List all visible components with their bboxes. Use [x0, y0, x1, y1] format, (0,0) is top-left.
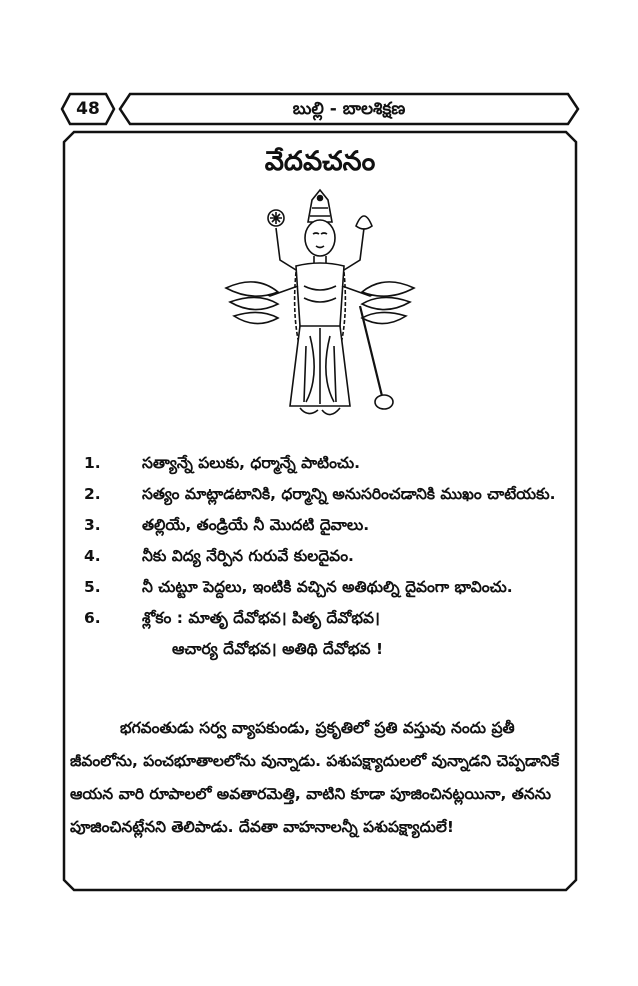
book-title-bar: [118, 92, 580, 126]
teachings-list: [84, 448, 564, 665]
book-title: బుల్లి - బాలశిక్షణ: [292, 99, 406, 119]
content-frame: [62, 130, 578, 892]
list-number: 2.: [84, 485, 101, 503]
list-text: నీ చుట్టూ పెద్దలు, ఇంటికి వచ్చిన అతిథుల్ని దైవంగా భావించు.: [142, 578, 513, 596]
list-item: [84, 603, 564, 665]
shloka-second-line: ఆచార్య దేవోభవ। అతిథి దేవోభవ !: [172, 640, 384, 658]
page-heading: వేదవచనం: [264, 146, 376, 177]
list-text: నీకు విద్య నేర్పిన గురువే కులదైవం.: [142, 547, 354, 565]
list-number: 5.: [84, 578, 101, 596]
list-number: 3.: [84, 516, 101, 534]
list-text: శ్లోకం : మాతృ దేవోభవ। పితృ దేవోభవ।: [142, 609, 380, 627]
list-item: [84, 572, 564, 603]
body-paragraph: భగవంతుడు సర్వ వ్యాపకుండు, ప్రకృతిలో ప్రతి వస్తువు నందు ప్రతీ జీవంలోను, పంచభూతాలలోను వున్నాడు. పశుపక్ష్యాదులలో వున్నాడని చెప్పడానికే ఆయన వారి రూపాలలో అవతారమెత్తి, వాటిని కూడా పూజించినట్లయినా, తనను పూజించినట్లేనని తెలిపాడు. దేవతా వాహనాలన్నీ పశుపక్ష్యాదులే!: [70, 719, 560, 836]
list-text: సత్యం మాట్లాడటానికి, ధర్మాన్ని అనుసరించడానికి ముఖం చాటేయకు.: [142, 485, 556, 503]
page-number-badge: [60, 92, 116, 126]
list-item: [84, 541, 564, 572]
list-item: [84, 448, 564, 479]
list-text: తల్లియే, తండ్రియే నీ మొదటి దైవాలు.: [142, 516, 370, 534]
page-number: 48: [76, 99, 100, 119]
list-number: 4.: [84, 547, 101, 565]
list-number: 6.: [84, 609, 101, 627]
vishnu-deity-illustration: [220, 186, 420, 426]
list-text: సత్యాన్నే పలుకు, ధర్మాన్నే పాటించు.: [142, 454, 360, 472]
list-number: 1.: [84, 454, 101, 472]
list-item: [84, 510, 564, 541]
list-item: [84, 479, 564, 510]
